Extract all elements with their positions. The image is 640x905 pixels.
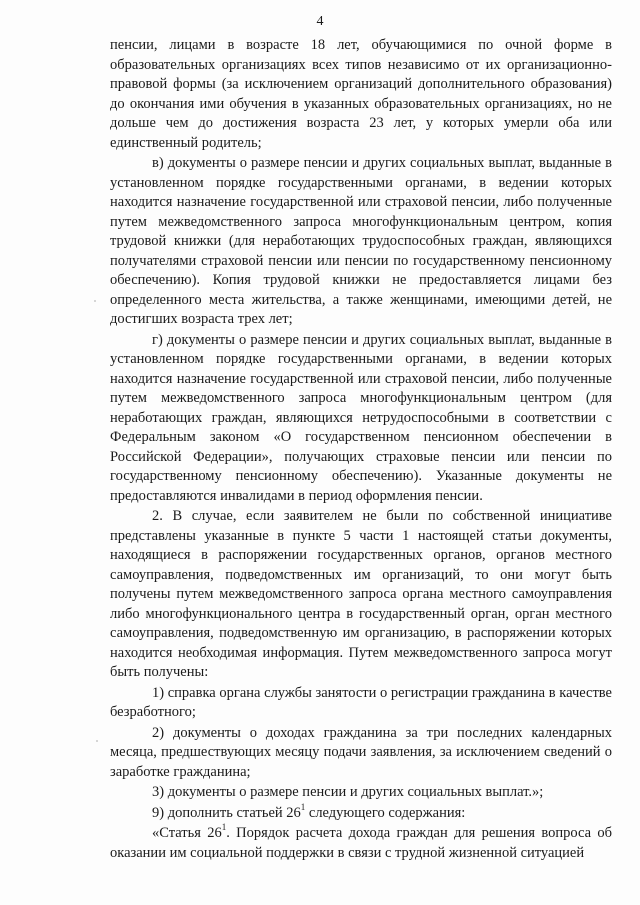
paragraph-item-9	[110, 801, 612, 824]
paragraph-subitem-1: 1) справка органа службы занятости о регистрации гражданина в качестве безработного;	[110, 684, 612, 720]
item-9-superscript: 1	[300, 801, 306, 812]
document-body	[110, 36, 612, 864]
paragraph-point-2: 2. В случае, если заявителем не были по собственной инициативе представлены указанные в пункте 5 части 1 настоящей статьи документы, находящиеся в распоряжении государственных органов, органов местного самоуправления, подведомственных им организаций, то они могут быть получены путем межведомственного запроса органа местного самоуправления либо многофункционального центра в государственный орган, орган местного самоуправления, подведомственную им организацию, в распоряжении которых находится необходимая информация. Путем межведомственного запроса могут быть получены:	[110, 508, 612, 680]
scan-speck	[96, 740, 98, 742]
article-superscript: 1	[221, 822, 227, 833]
article-heading-end: . Порядок расчета дохода граждан для решения вопроса об оказании им социальной поддержки в связи с трудной жизненной ситуацией	[110, 825, 612, 861]
page-number: 4	[316, 14, 324, 29]
paragraph-pension-continuation: пенсии, лицами в возрасте 18 лет, обучающимися по очной форме в образовательных организациях всех типов независимо от их организационно-правовой формы (за исключением организаций дополнительного образования) до окончания ими обучения в указанных образовательных организациях, но не дольше чем до достижения возраста 23 лет, у которых умерли оба или единственный родитель;	[110, 37, 612, 151]
paragraph-article-26-1	[110, 824, 612, 863]
paragraph-item-v: в) документы о размере пенсии и других социальных выплат, выданные в установленном порядке государственными органами, в ведении которых находится назначение государственной или страховой пенсии, либо полученные путем межведомственного запроса многофункциональным центром, копия трудовой книжки (для неработающих трудоспособных граждан, являющихся получателями страховой пенсии или пенсии по государственному пенсионному обеспечению). Копия трудовой книжки не предоставляется лицами без определенного места жительства, а также женщинами, имеющими детей, не достигших возраста трех лет;	[110, 155, 612, 327]
scan-speck	[94, 300, 96, 302]
item-9-text-start: 9) дополнить статьей 26	[152, 804, 301, 821]
paragraph-subitem-3: 3) документы о размере пенсии и других социальных выплат.»;	[152, 784, 544, 800]
article-heading-start: «Статья 26	[152, 825, 222, 841]
paragraph-subitem-2: 2) документы о доходах гражданина за три последних календарных месяца, предшествующих месяцу подачи заявления, за исключением сведений о заработке гражданина;	[110, 724, 612, 780]
paragraph-item-g: г) документы о размере пенсии и других социальных выплат, выданные в установленном порядке государственными органами, в ведении которых находится назначение государственной или страховой пенсии, либо полученные путем межведомственного запроса многофункциональным центром (для неработающих граждан, являющихся нетрудоспособными в соответствии с Федеральным законом «О государственном пенсионном обеспечении в Российской Федерации», получающих страховые пенсии или пенсии по государственному пенсионному обеспечению). Указанные документы не предоставляются инвалидами в период оформления пенсии.	[110, 331, 612, 504]
item-9-text-end: следующего содержания:	[305, 804, 466, 821]
